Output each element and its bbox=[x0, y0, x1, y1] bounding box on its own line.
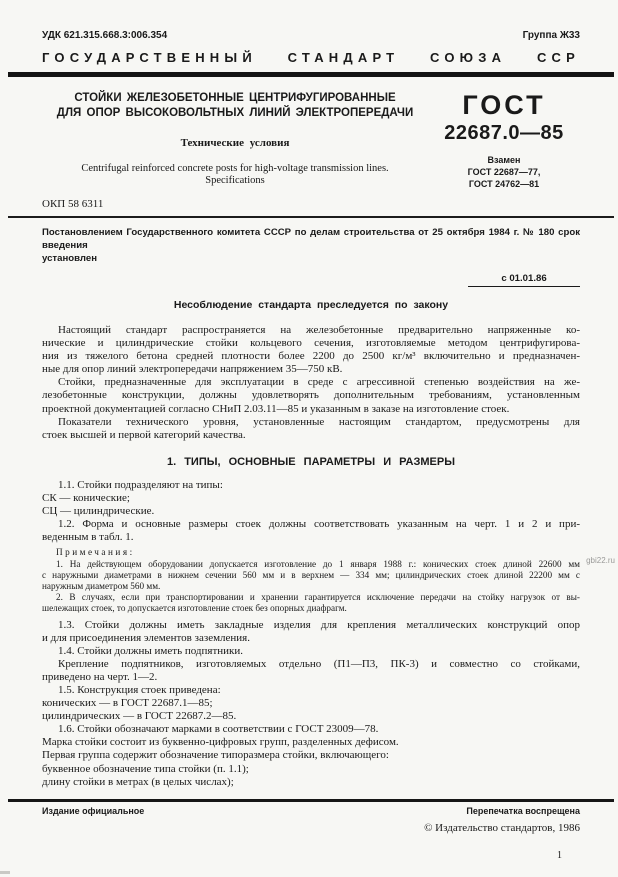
thin-divider bbox=[8, 216, 614, 218]
group-code: Группа Ж33 bbox=[522, 30, 580, 41]
decree-paragraph bbox=[42, 226, 580, 265]
copyright-line: © Издательство стандартов, 1986 bbox=[424, 821, 580, 834]
standard-org-line: ГОСУДАРСТВЕННЫЙ СТАНДАРТ СОЮЗА ССР bbox=[42, 50, 580, 65]
replaces-ref-1: ГОСТ 22687—77, bbox=[467, 167, 541, 177]
note-line: с наружными диаметрами в нижнем сечении 560 мм и в верхнем — 334 мм; цилиндрических стоек длиной 22200 мм с bbox=[42, 569, 580, 580]
watermark: gbi22.ru bbox=[586, 556, 615, 565]
document-title-english bbox=[46, 163, 424, 187]
effective-date: с 01.01.86 bbox=[468, 273, 580, 287]
text-line: 1.6. Стойки обозначают марками в соответствии с ГОСТ 23009—78. bbox=[58, 723, 379, 736]
text-line: 1.3. Стойки должны иметь закладные изделия для крепления металлических конструкций опор bbox=[58, 618, 580, 631]
title-line-1: СТОЙКИ ЖЕЛЕЗОБЕТОННЫЕ ЦЕНТРИФУГИРОВАННЫЕ bbox=[74, 92, 396, 104]
text-line: стоек высшей и первой категорий качества. bbox=[42, 428, 246, 441]
text-line: длину стойки в метрах (в целых числах); bbox=[42, 775, 234, 788]
text-line: проектной документацией согласно СНиП 2.03.11—85 и указанным в заказе на изготовление стоек. bbox=[42, 402, 510, 415]
thick-divider bbox=[8, 72, 614, 77]
document-subtitle: Технические условия bbox=[180, 137, 290, 149]
note-line: 2. В случаях, если при транспортировании и хранении гарантируется исключение передачи на стойку нагрузок от вы- bbox=[56, 592, 580, 603]
title-en-line-1: Centrifugal reinforced concrete posts for high-voltage transmission lines. bbox=[81, 163, 389, 174]
text-line: Первая группа содержит обозначение типоразмера стойки, включающего: bbox=[42, 749, 389, 762]
gost-designation bbox=[428, 91, 580, 190]
gost-number: 22687.0—85 bbox=[444, 122, 564, 144]
text-line: и для присоединения элементов заземления. bbox=[42, 631, 250, 644]
text-line: приведено на черт. 1—2. bbox=[42, 670, 158, 683]
notes-label: Примечания: bbox=[56, 547, 135, 558]
page-number: 1 bbox=[557, 849, 562, 861]
text-line: Марка стойки состоит из буквенно-цифровых групп, разделенных дефисом. bbox=[42, 736, 399, 749]
text-line: 1.1. Стойки подразделяют на типы: bbox=[58, 478, 223, 491]
replaces-note bbox=[428, 154, 580, 190]
text-line: 1.2. Форма и основные размеры стоек должны соответствовать указанным на черт. 1 и 2 и при- bbox=[58, 518, 580, 531]
text-line: СК — конические; bbox=[42, 491, 130, 504]
text-line: Настоящий стандарт распространяется на железобетонные предварительно напряженные ко- bbox=[58, 324, 580, 336]
text-line: ния из тяжелого бетона средней плотности более 2200 до 2500 кг/м³ включительно и предназначен- bbox=[42, 350, 580, 363]
text-line: 1.4. Стойки должны иметь подпятники. bbox=[58, 644, 244, 657]
decree-line-1: Постановлением Государственного комитета СССР по делам строительства от 25 октября 1984 г. № 180 срок введения bbox=[42, 227, 580, 251]
text-line: лезобетонные конструкции, должны удовлетворять дополнительным требованиям, установленным bbox=[42, 389, 580, 402]
section-1-heading: 1. ТИПЫ, ОСНОВНЫЕ ПАРАМЕТРЫ И РАЗМЕРЫ bbox=[166, 455, 455, 468]
notes-block bbox=[42, 547, 580, 614]
text-line: СЦ — цилиндрические. bbox=[42, 505, 155, 518]
okp-code: ОКП 58 6311 bbox=[42, 198, 104, 210]
document-title bbox=[46, 91, 424, 121]
note-line: наружным диаметром 560 мм. bbox=[42, 580, 161, 591]
edition-note: Издание официальное bbox=[42, 805, 145, 816]
text-line: конических — в ГОСТ 22687.1—85; bbox=[42, 697, 213, 710]
section-1-continued bbox=[42, 619, 580, 789]
note-line: шележащих стоек, то допускается изготовление стоек без опорных диафрагм. bbox=[42, 603, 347, 614]
text-line: Показатели технического уровня, установленные настоящим стандартом, предусмотрены для bbox=[58, 415, 580, 428]
text-line: буквенное обозначение типа стойки (п. 1.1); bbox=[42, 762, 249, 775]
udk-code: УДК 621.315.668.3:006.354 bbox=[42, 30, 168, 41]
law-notice: Несоблюдение стандарта преследуется по закону bbox=[173, 299, 449, 311]
text-line: нические и цилиндрические стойки кольцевого сечения, изготовляемые методом центрифугирова- bbox=[42, 337, 580, 350]
scan-artifact bbox=[0, 871, 10, 874]
title-block bbox=[42, 91, 580, 190]
decree-line-2: установлен bbox=[42, 253, 97, 264]
reprint-notice: Перепечатка воспрещена bbox=[466, 805, 580, 816]
text-line: 1.5. Конструкция стоек приведена: bbox=[58, 684, 221, 696]
section-1-body bbox=[42, 479, 580, 544]
replaces-label: Взамен bbox=[487, 155, 521, 165]
title-en-line-2: Specifications bbox=[205, 175, 265, 186]
gost-label: ГОСТ bbox=[462, 90, 546, 120]
replaces-ref-2: ГОСТ 24762—81 bbox=[468, 179, 540, 189]
text-line: Крепление подпятников, изготовляемых отдельно (П1—П3, ПК-3) и совместно со стойками, bbox=[58, 657, 580, 670]
text-line: цилиндрических — в ГОСТ 22687.2—85. bbox=[42, 710, 237, 723]
note-line: 1. На действующем оборудовании допускается изготовление до 1 января 1988 г.: конических стоек длиной 22600 мм bbox=[56, 558, 580, 569]
text-line: Стойки, предназначенные для эксплуатации в среде с агрессивной степенью воздействия на же- bbox=[58, 376, 580, 389]
title-line-2: ДЛЯ ОПОР ВЫСОКОВОЛЬТНЫХ ЛИНИЙ ЭЛЕКТРОПЕРЕДАЧИ bbox=[56, 107, 414, 119]
text-line: веденным в табл. 1. bbox=[42, 531, 134, 544]
intro-section bbox=[42, 324, 580, 442]
text-line: ные для опор линий электропередачи напряжением 35—750 кВ. bbox=[42, 363, 343, 376]
footer-divider bbox=[8, 799, 614, 802]
